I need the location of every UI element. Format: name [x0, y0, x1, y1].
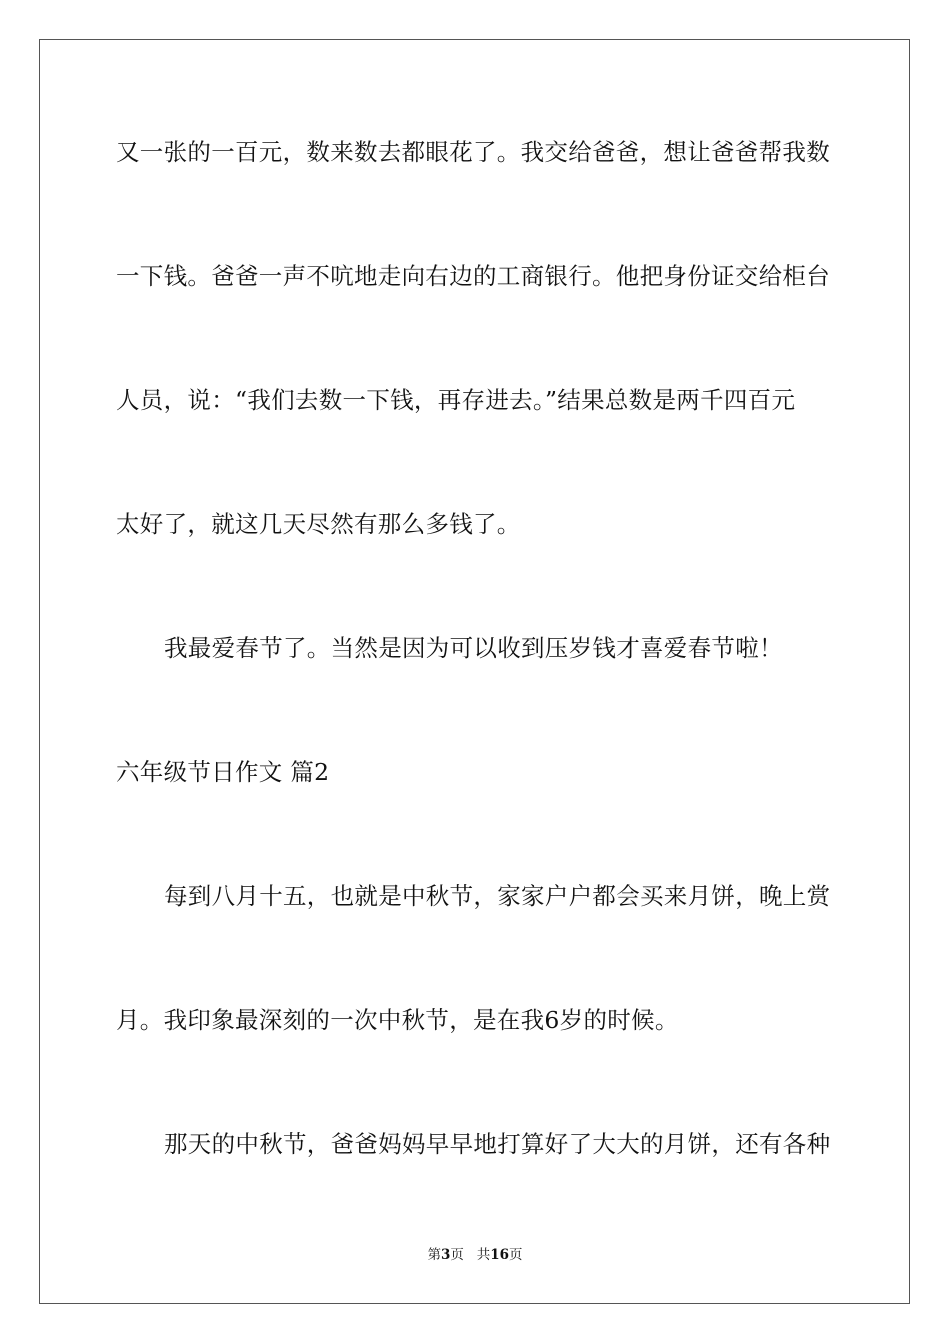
text-line-4: 太好了，就这几天尽然有那么多钱了。: [116, 510, 521, 538]
page-footer: [0, 1246, 950, 1264]
paragraph-line-7: 每到八月十五，也就是中秋节，家家户户都会买来月饼，晚上赏: [164, 882, 831, 910]
page-frame: [39, 39, 910, 1304]
paragraph-line-5: 我最爱春节了。当然是因为可以收到压岁钱才喜爱春节啦！: [164, 634, 783, 662]
paragraph-line-9: 那天的中秋节，爸爸妈妈早早地打算好了大大的月饼，还有各种: [164, 1130, 831, 1158]
footer-page-prefix: 第: [427, 1247, 441, 1263]
text-line-2: 一下钱。爸爸一声不吭地走向右边的工商银行。他把身份证交给柜台: [116, 262, 830, 290]
footer-page-number: 3: [440, 1247, 451, 1263]
text-line-1: 又一张的一百元，数来数去都眼花了。我交给爸爸，想让爸爸帮我数: [116, 138, 830, 166]
footer-total-suffix: 页: [509, 1247, 523, 1263]
footer-page-suffix: 页: [450, 1247, 464, 1263]
footer-total-pages: 16: [490, 1247, 510, 1263]
text-line-3: 人员，说：“我们去数一下钱，再存进去。”结果总数是两千四百元: [116, 386, 796, 414]
section-heading: 六年级节日作文 篇2: [116, 758, 330, 786]
footer-total-prefix: 共: [476, 1247, 491, 1263]
text-line-8: 月。我印象最深刻的一次中秋节，是在我6岁的时候。: [116, 1006, 679, 1034]
